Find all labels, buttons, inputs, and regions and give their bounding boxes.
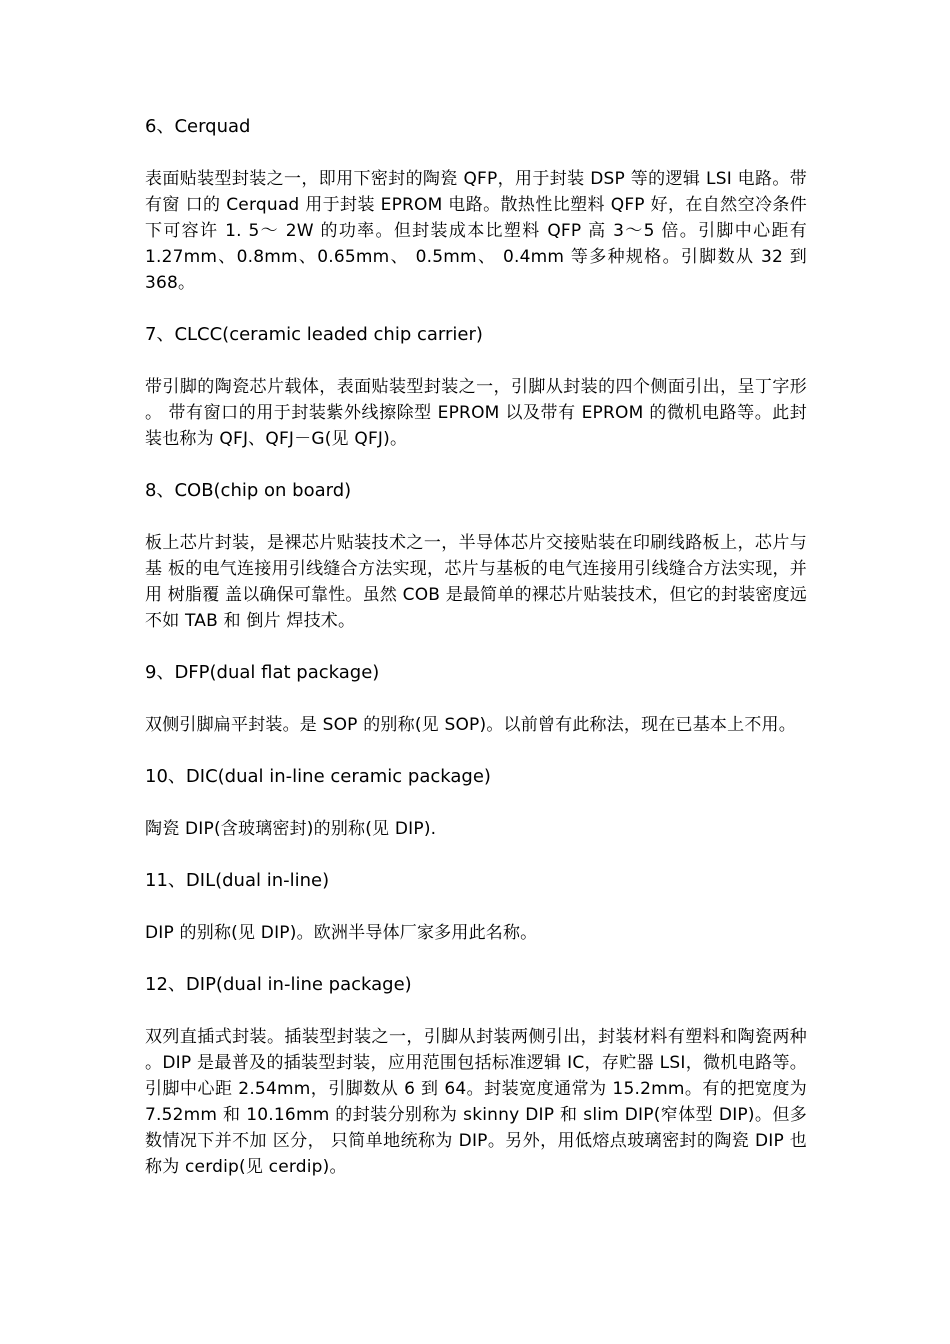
section-clcc (145, 322, 807, 452)
section-dip (145, 972, 807, 1180)
section-dic (145, 764, 807, 842)
section-paragraph: 陶瓷 DIP(含玻璃密封)的别称(见 DIP). (145, 819, 437, 839)
section-paragraph: 双侧引脚扁平封装。是 SOP 的别称(见 SOP)。以前曾有此称法，现在已基本上不用。 (145, 715, 796, 735)
section-heading: 7、CLCC(ceramic leaded chip carrier) (145, 324, 483, 345)
section-heading: 6、Cerquad (145, 116, 251, 137)
section-dil (145, 868, 807, 946)
section-heading: 9、DFP(dual flat package) (145, 662, 380, 683)
section-heading: 10、DIC(dual in-line ceramic package) (145, 766, 491, 787)
section-paragraph: 双列直插式封装。插装型封装之一，引脚从封装两侧引出，封装材料有塑料和陶瓷两种 。DIP 是最普及的插装型封装，应用范围包括标准逻辑 IC，存贮器 LSI，微机电路等。引脚中心距 2.54mm，引脚数从 6 到 64。封装宽度通常为 15.2mm。有的把宽度为 7.52mm 和 10.16mm 的封装分别称为 skinny DIP 和 slim DIP(窄体型 DIP)。但多数情况下并不加 区分， 只简单地统称为 DIP。另外，用低熔点玻璃密封的陶瓷 DIP 也称为 cerdip(见 cerdip)。 (145, 1027, 807, 1177)
section-heading: 8、COB(chip on board) (145, 480, 352, 501)
section-paragraph: 带引脚的陶瓷芯片载体，表面贴装型封装之一，引脚从封装的四个侧面引出，呈丁字形 。 带有窗口的用于封装紫外线擦除型 EPROM 以及带有 EPROM 的微机电路等。此封装也称为 QFJ、QFJ－G(见 QFJ)。 (145, 377, 807, 449)
section-cob (145, 478, 807, 634)
document-body (145, 114, 807, 1206)
section-heading: 11、DIL(dual in-line) (145, 870, 330, 891)
section-dfp (145, 660, 807, 738)
section-paragraph: 表面贴装型封装之一，即用下密封的陶瓷 QFP，用于封装 DSP 等的逻辑 LSI 电路。带有窗 口的 Cerquad 用于封装 EPROM 电路。散热性比塑料 QFP 好，在自然空冷条件下可容许 1. 5～ 2W 的功率。但封装成本比塑料 QFP 高 3～5 倍。引脚中心距有 1.27mm、0.8mm、0.65mm、 0.5mm、 0.4mm 等多种规格。引脚数从 32 到 368。 (145, 169, 807, 293)
section-paragraph: DIP 的别称(见 DIP)。欧洲半导体厂家多用此名称。 (145, 923, 538, 943)
section-paragraph: 板上芯片封装，是裸芯片贴装技术之一，半导体芯片交接贴装在印刷线路板上，芯片与 基 板的电气连接用引线缝合方法实现，芯片与基板的电气连接用引线缝合方法实现，并用 树脂覆 盖以确保可靠性。虽然 COB 是最简单的裸芯片贴装技术，但它的封装密度远不如 TAB 和 倒片 焊技术。 (145, 533, 807, 631)
section-cerquad (145, 114, 807, 296)
section-heading: 12、DIP(dual in-line package) (145, 974, 412, 995)
